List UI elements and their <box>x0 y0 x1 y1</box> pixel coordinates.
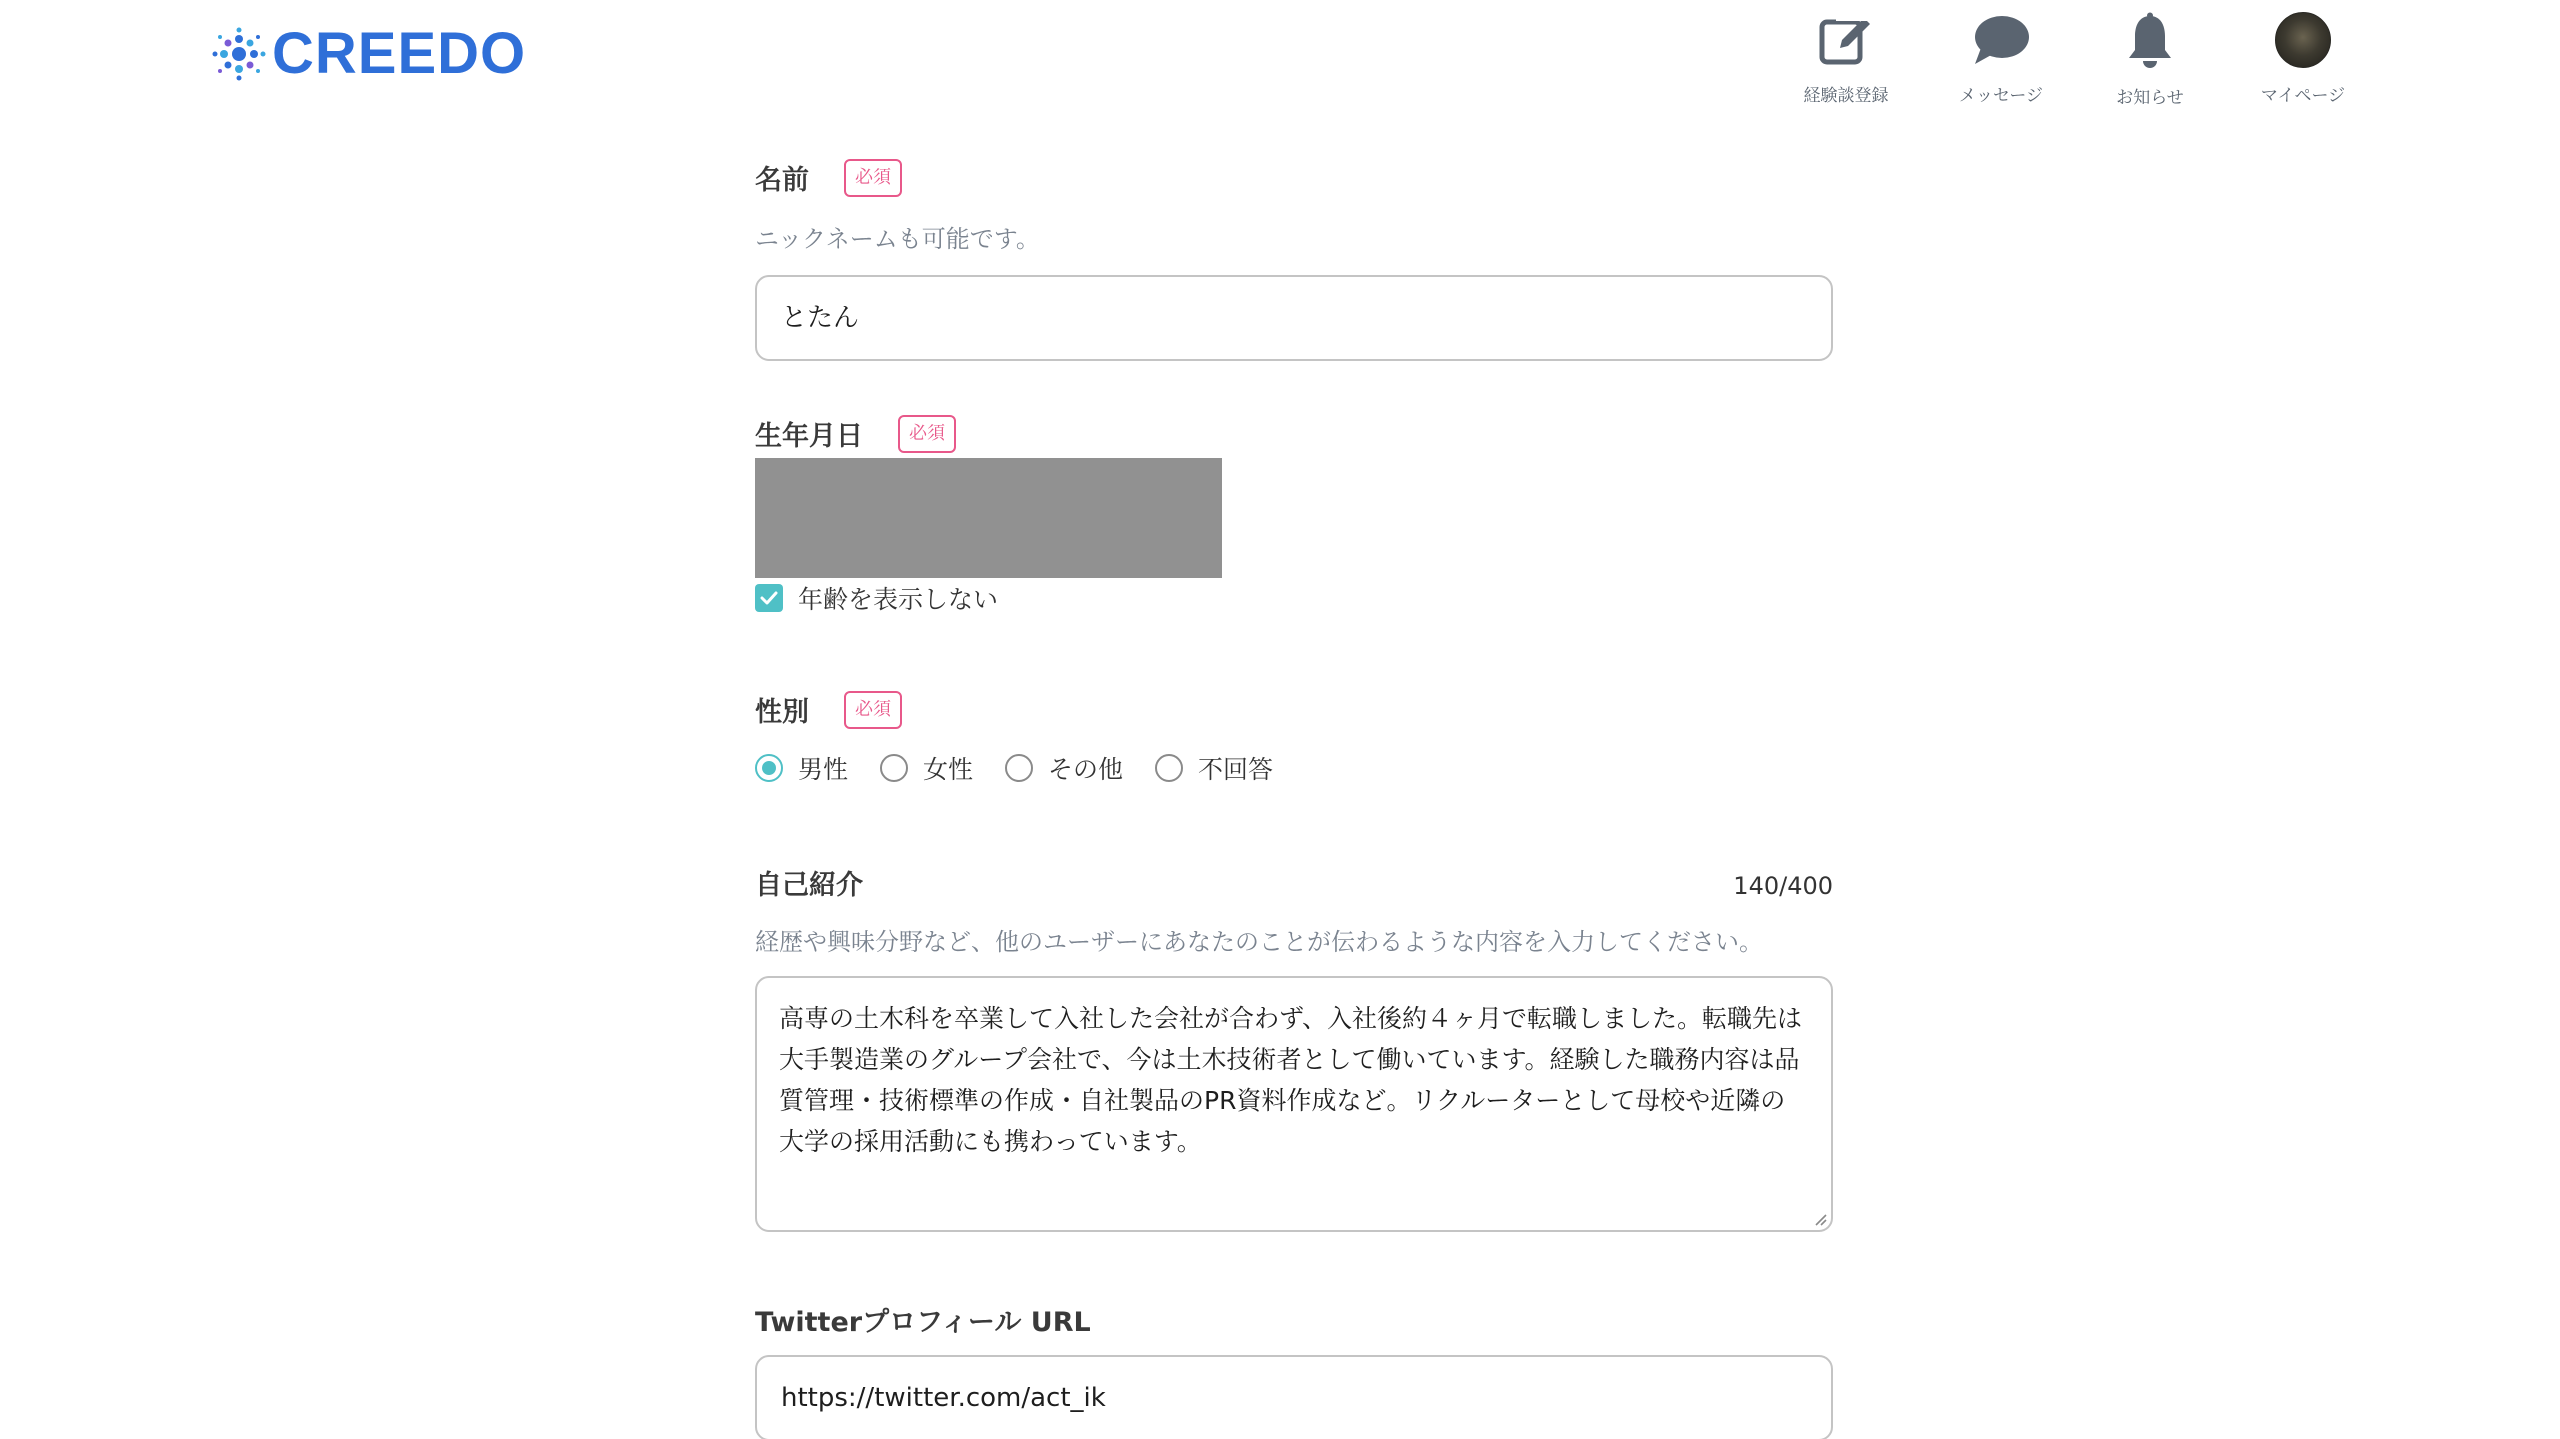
gender-option-female[interactable]: 女性 <box>880 750 973 786</box>
nav-label: 経験談登録 <box>1803 86 1889 106</box>
required-badge: 必須 <box>844 691 902 729</box>
twitter-url-input[interactable]: https://twitter.com/act_ik <box>755 1355 1833 1439</box>
nav-post-experience[interactable] <box>1796 12 1896 104</box>
gender-radio-group <box>755 750 1305 786</box>
bio-textarea[interactable] <box>755 976 1833 1232</box>
required-badge: 必須 <box>898 415 956 453</box>
birthday-label: 生年月日 <box>755 421 863 452</box>
check-icon <box>759 588 779 608</box>
gender-option-no-answer[interactable]: 不回答 <box>1155 750 1273 786</box>
nav-messages[interactable] <box>1946 12 2056 104</box>
bio-hint: 経歴や興味分野など、他のユーザーにあなたのことが伝わるような内容を入力してください。 <box>755 928 1763 956</box>
nav-label: メッセージ <box>1959 86 2043 106</box>
creedo-logo[interactable] <box>212 21 527 86</box>
bio-line: 大手製造業のグループ会社で、今は土木技術者として働いています。経験した職務内容は品 <box>779 1045 1800 1074</box>
name-hint: ニックネームも可能です。 <box>755 225 1040 253</box>
gender-option-other[interactable]: その他 <box>1005 750 1123 786</box>
edit-icon <box>1818 12 1874 68</box>
name-input[interactable]: とたん <box>755 275 1833 361</box>
bell-icon <box>2125 12 2175 70</box>
logo-mark-icon <box>212 27 266 81</box>
nav-mypage[interactable] <box>2248 12 2358 104</box>
hide-age-label[interactable]: 年齢を表示しない <box>798 585 999 614</box>
hide-age-checkbox[interactable] <box>755 584 783 612</box>
chat-bubble-icon <box>1971 12 2031 68</box>
nav-label: お知らせ <box>2116 88 2184 108</box>
twitter-url-label: Twitterプロフィール URL <box>755 1307 1091 1338</box>
resize-handle-icon[interactable] <box>1813 1212 1827 1226</box>
bio-line: 大学の採用活動にも携わっています。 <box>779 1127 1202 1156</box>
bio-line: 質管理・技術標準の作成・自社製品のPR資料作成など。リクルーターとして母校や近隣の <box>779 1086 1786 1115</box>
radio-button[interactable] <box>1005 754 1033 782</box>
radio-button-selected[interactable] <box>755 754 783 782</box>
radio-button[interactable] <box>1155 754 1183 782</box>
avatar <box>2275 12 2331 68</box>
name-label: 名前 <box>755 165 809 196</box>
gender-option-male[interactable]: 男性 <box>755 750 848 786</box>
birthday-select-redacted[interactable] <box>755 458 1222 578</box>
required-badge: 必須 <box>844 159 902 197</box>
bio-label: 自己紹介 <box>755 870 863 901</box>
logo-text: CREEDO <box>272 21 527 86</box>
nav-notifications[interactable] <box>2110 12 2190 108</box>
bio-char-counter: 140/400 <box>1733 872 1833 900</box>
gender-label: 性別 <box>755 697 809 728</box>
nav-label: マイページ <box>2260 86 2346 106</box>
bio-line: 高専の土木科を卒業して入社した会社が合わず、入社後約４ヶ月で転職しました。転職先は <box>779 1004 1803 1033</box>
radio-button[interactable] <box>880 754 908 782</box>
